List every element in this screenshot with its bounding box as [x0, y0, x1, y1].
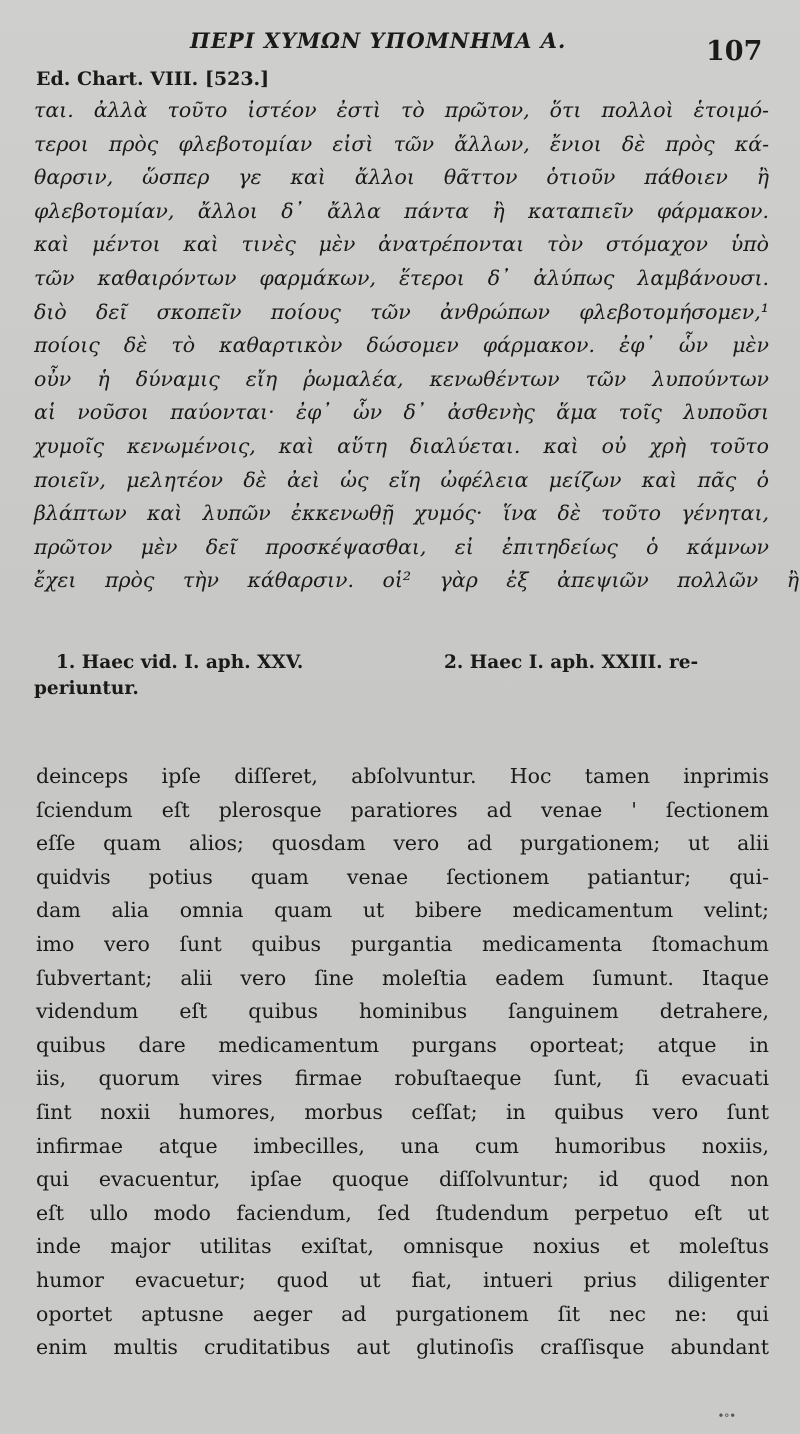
- greek-line: τῶν καθαιρόντων φαρμάκων, ἕτεροι δ᾽ ἀλύπως λαμβάνουσι.: [34, 265, 769, 290]
- greek-line: αἱ νοῦσοι παύονται· ἐφ᾽ ὧν δ᾽ ἀσθενὴς ἅμα τοῖς λυποῦσι: [34, 400, 769, 425]
- latin-line: ſint noxii humores, morbus ceſſat; in quibus vero ſunt: [36, 1099, 769, 1124]
- latin-line: quibus dare medicamentum purgans oporteat; atque in: [36, 1032, 769, 1057]
- latin-line: dam alia omnia quam ut bibere medicamentum velint;: [36, 898, 769, 923]
- page-number: 107: [706, 36, 763, 67]
- greek-line: βλάπτων καὶ λυπῶν ἐκκενωθῇ χυμός· ἵνα δὲ τοῦτο γένηται,: [34, 501, 769, 526]
- greek-line: ποιεῖν, μελητέον δὲ ἀεὶ ὡς εἴη ὠφέλεια μείζων καὶ πᾶς ὁ: [34, 467, 769, 492]
- latin-line: qui evacuentur, ipſae quoque diſſolvuntur; id quod non: [36, 1167, 769, 1192]
- latin-line: deinceps ipſe diſſeret, abſolvuntur. Hoc tamen inprimis: [36, 764, 769, 788]
- edition-reference: Ed. Chart. VIII. [523.]: [36, 68, 270, 90]
- latin-line: oportet aptusne aeger ad purgationem ſit nec ne: qui: [36, 1301, 769, 1326]
- latin-line: imo vero ſunt quibus purgantia medicamenta ſtomachum: [36, 931, 769, 956]
- greek-line: καὶ μέντοι καὶ τινὲς μὲν ἀνατρέπονται τὸν στόμαχον ὑπὸ: [34, 232, 769, 257]
- latin-line: quidvis potius quam venae ſectionem patiantur; qui-: [36, 864, 769, 889]
- greek-line: ἔχει πρὸς τὴν κάθαρσιν. οἱ² γὰρ ἐξ ἀπεψιῶν πολλῶν ἢ: [34, 568, 799, 593]
- greek-line: φλεβοτομίαν, ἄλλοι δ᾽ ἄλλα πάντα ἢ καταπιεῖν φάρμακον.: [34, 198, 769, 223]
- latin-line: eſt ullo modo faciendum, ſed ſtudendum perpetuo eſt ut: [36, 1200, 769, 1225]
- greek-text-block: [34, 94, 799, 598]
- greek-line: τεροι πρὸς φλεβοτομίαν εἰσὶ τῶν ἄλλων, ἔνιοι δὲ πρὸς κά-: [34, 131, 769, 156]
- footnote-1: 1. Haec vid. I. aph. XXV.: [56, 652, 304, 673]
- greek-line: χυμοῖς κενωμένοις, καὶ αὕτη διαλύεται. καὶ οὐ χρὴ τοῦτο: [34, 433, 769, 458]
- greek-line: θαρσιν, ὥσπερ γε καὶ ἄλλοι θᾶττον ὁτιοῦν πάθοιεν ἢ: [34, 165, 769, 190]
- latin-text-block: [36, 760, 769, 1365]
- latin-line: ſciendum eſt plerosque paratiores ad venae ' ſectionem: [36, 797, 769, 822]
- latin-line: humor evacuetur; quod ut fiat, intueri prius diligenter: [36, 1267, 769, 1292]
- running-head: ΠΕΡΙ ΧΥΜΩΝ ΥΠΟΜΝΗΜΑ Α.: [190, 28, 567, 53]
- greek-line: οὖν ἡ δύναμις εἴη ῥωμαλέα, κενωθέντων τῶν λυπούντων: [34, 366, 769, 391]
- footnote-2: 2. Haec I. aph. XXIII. re-: [444, 652, 699, 673]
- greek-line: ται. ἀλλὰ τοῦτο ἰστέον ἐστὶ τὸ πρῶτον, ὅτι πολλοὶ ἑτοιμό-: [34, 98, 769, 122]
- latin-line: inde major utilitas exiſtat, omnisque noxius et moleſtus: [36, 1234, 769, 1259]
- latin-line: eſſe quam alios; quosdam vero ad purgationem; ut alii: [36, 831, 769, 856]
- greek-line: διὸ δεῖ σκοπεῖν ποίους τῶν ἀνθρώπων φλεβοτομήσομεν,¹: [34, 299, 769, 324]
- greek-line: ποίοις δὲ τὸ καθαρτικὸν δώσομεν φάρμακον. ἐφ᾽ ὧν μὲν: [34, 333, 769, 358]
- latin-line: videndum eſt quibus hominibus ſanguinem detrahere,: [36, 999, 769, 1024]
- latin-line: infirmae atque imbecilles, una cum humoribus noxiis,: [36, 1133, 769, 1158]
- latin-line: iis, quorum vires firmae robuſtaeque ſunt, ſi evacuati: [36, 1066, 769, 1091]
- greek-line: πρῶτον μὲν δεῖ προσκέψασθαι, εἰ ἐπιτηδείως ὁ κάμνων: [34, 534, 769, 559]
- printer-mark: ∙∘∙: [718, 1408, 736, 1422]
- footnote-continuation: periuntur.: [34, 678, 139, 699]
- latin-line: enim multis cruditatibus aut glutinoſis craſſisque abundant: [36, 1335, 769, 1360]
- latin-line: ſubvertant; alii vero ſine moleſtia eadem ſumunt. Itaque: [36, 965, 769, 990]
